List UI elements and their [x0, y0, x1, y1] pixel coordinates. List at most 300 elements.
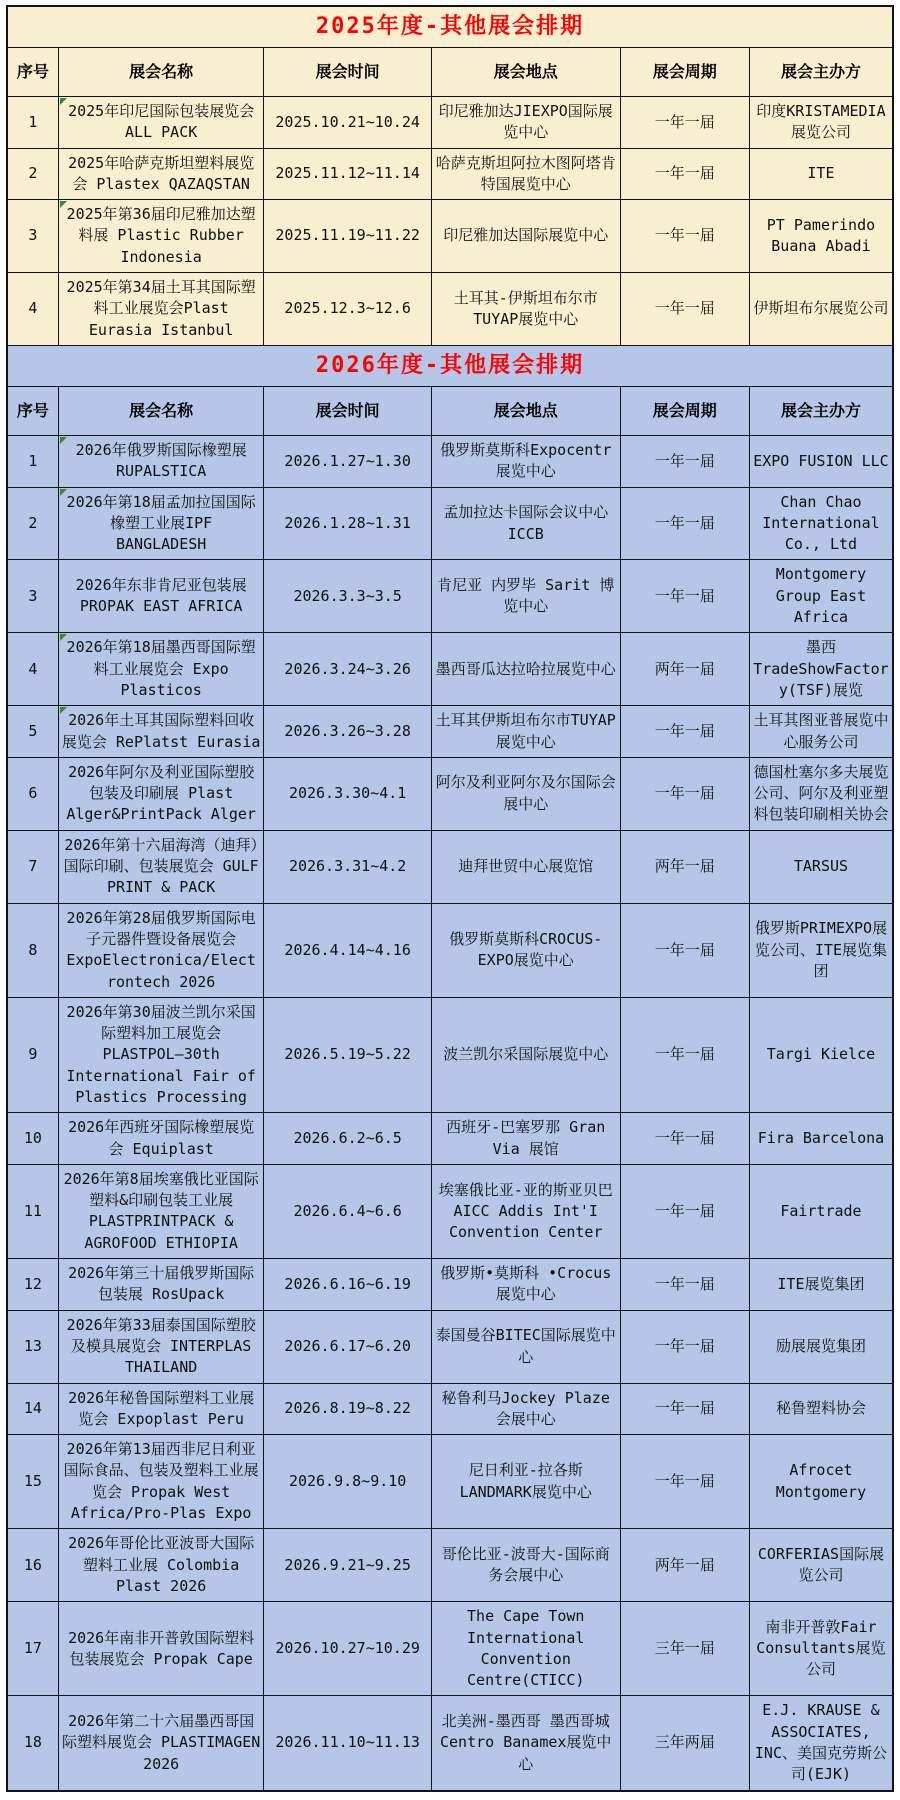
cell-name — [58, 1113, 264, 1165]
cell-name — [58, 997, 264, 1112]
cell-time — [264, 706, 431, 758]
table-row — [7, 1383, 893, 1435]
cell-text: 孟加拉达卡国际会议中心ICCB — [443, 503, 609, 543]
cell-corner-marker-icon — [60, 489, 67, 496]
table-row — [7, 435, 893, 487]
table-row — [7, 1113, 893, 1165]
cell-text: 2026.5.19~5.22 — [284, 1045, 411, 1064]
cell-no — [7, 273, 58, 346]
cell-text: 2026年西班牙国际橡塑展览会 Equiplast — [68, 1118, 255, 1158]
cell-corner-marker-icon — [60, 707, 67, 714]
cell-time — [264, 1310, 431, 1383]
cell-text: 2026年第8届埃塞俄比亚国际塑料&印刷包装工业展 PLASTPRINTPACK & AGROFOOD ETHIOPIA — [63, 1169, 259, 1252]
cell-text: 9 — [28, 1045, 38, 1064]
cell-location — [431, 435, 620, 487]
cell-text: 2026年第18届墨西哥国际塑料工业展览会 Expo Plasticos — [66, 638, 256, 699]
cell-organizer — [749, 997, 893, 1112]
cell-text: 2026年阿尔及利亚国际塑胶包装及印刷展 Plast Alger&PrintPack Alger — [66, 762, 256, 824]
cell-cycle — [620, 1602, 749, 1696]
cell-name — [58, 830, 264, 903]
cell-name — [58, 1310, 264, 1383]
cell-organizer — [749, 1164, 893, 1258]
cell-text: 2026.4.14~4.16 — [284, 940, 411, 959]
cell-text: 2026年东非肯尼亚包装展 PROPAK EAST AFRICA — [75, 576, 247, 616]
column-header-name: 展会名称 — [58, 48, 264, 97]
cell-organizer — [749, 200, 893, 273]
cell-time — [264, 633, 431, 706]
cell-location — [431, 1164, 620, 1258]
cell-time — [264, 487, 431, 560]
cell-time — [264, 1435, 431, 1529]
cell-text: 一年一届 — [654, 451, 715, 470]
cell-organizer — [749, 1602, 893, 1696]
cell-time — [264, 560, 431, 633]
table-row — [7, 1310, 893, 1383]
column-header-time: 展会时间 — [264, 48, 431, 97]
cell-organizer — [749, 1383, 893, 1435]
cell-text: 2026年第十六届海湾（迪拜）国际印刷、包装展览会 GULF PRINT & PACK — [63, 835, 259, 897]
cell-time — [264, 1602, 431, 1696]
cell-text: 10 — [23, 1128, 42, 1147]
cell-text: 2026.6.17~6.20 — [284, 1336, 411, 1355]
column-header-row — [7, 48, 893, 97]
section-title: 2026年度-其他展会排期 — [7, 345, 893, 386]
cell-text: 肯尼亚 内罗毕 Sarit 博览中心 — [437, 576, 615, 616]
cell-organizer — [749, 757, 893, 830]
cell-text: CORFERIAS国际展览公司 — [757, 1544, 885, 1585]
cell-no — [7, 200, 58, 273]
cell-text: 2026.9.8~9.10 — [288, 1472, 407, 1491]
cell-text: 土耳其伊斯坦布尔市TUYAP展览中心 — [435, 711, 616, 751]
cell-text: Fairtrade — [780, 1201, 862, 1220]
cell-text: 迪拜世贸中心展览馆 — [458, 857, 594, 876]
cell-location — [431, 200, 620, 273]
cell-no — [7, 757, 58, 830]
cell-text: 一年一届 — [654, 112, 715, 131]
cell-text: 一年一届 — [654, 1472, 715, 1491]
cell-text: 2026.11.10~11.13 — [275, 1733, 420, 1752]
cell-text: 两年一届 — [654, 1555, 715, 1574]
cell-text: 2026年第30届波兰凯尔采国际塑料加工展览会 PLASTPOL—30th International Fair of Plastics Processing — [66, 1002, 256, 1106]
table-row — [7, 633, 893, 706]
cell-text: 一年一届 — [654, 784, 715, 803]
cell-cycle — [620, 633, 749, 706]
cell-text: 俄罗斯•莫斯科 •Crocus 展览中心 — [440, 1264, 612, 1304]
table-row — [7, 997, 893, 1112]
cell-text: 两年一届 — [654, 857, 715, 876]
cell-corner-marker-icon — [60, 98, 67, 105]
table-row — [7, 903, 893, 997]
table-row — [7, 1529, 893, 1602]
cell-text: TARSUS — [793, 857, 849, 876]
cell-cycle — [620, 757, 749, 830]
column-header-cycle: 展会周期 — [620, 386, 749, 435]
cell-text: 5 — [28, 721, 38, 740]
cell-organizer — [749, 1696, 893, 1791]
cell-text: 2025.11.12~11.14 — [275, 164, 420, 183]
cell-text: 尼日利亚-拉各斯LANDMARK展览中心 — [459, 1461, 592, 1501]
cell-text: 2026年第28届俄罗斯国际电子元器件暨设备展览会ExpoElectronica/Electrontech 2026 — [66, 908, 256, 991]
cell-text: ITE展览集团 — [777, 1274, 865, 1293]
cell-text: PT Pamerindo Buana Abadi — [766, 215, 876, 256]
cell-location — [431, 560, 620, 633]
cell-text: 6 — [28, 784, 38, 803]
cell-organizer — [749, 633, 893, 706]
cell-organizer — [749, 435, 893, 487]
table-body — [7, 6, 893, 1791]
cell-cycle — [620, 1310, 749, 1383]
cell-text: 哥伦比亚-波哥大-国际商务会展中心 — [441, 1544, 610, 1585]
cell-location — [431, 1602, 620, 1696]
cell-name — [58, 1529, 264, 1602]
cell-location — [431, 706, 620, 758]
cell-no — [7, 97, 58, 149]
cell-name — [58, 633, 264, 706]
exhibition-schedule-table — [6, 5, 894, 1792]
cell-text: 2026.1.28~1.31 — [284, 513, 411, 532]
cell-location — [431, 997, 620, 1112]
cell-text: 三年两届 — [654, 1733, 715, 1752]
cell-name — [58, 200, 264, 273]
cell-location — [431, 1310, 620, 1383]
cell-cycle — [620, 903, 749, 997]
cell-no — [7, 487, 58, 560]
cell-cycle — [620, 1529, 749, 1602]
cell-text: 2026年第13届西非尼日利亚国际食品、包装及塑料工业展览会 Propak West Africa/Pro-Plas Expo — [63, 1440, 259, 1523]
cell-no — [7, 1529, 58, 1602]
cell-no — [7, 633, 58, 706]
cell-time — [264, 1164, 431, 1258]
cell-text: 2026.3.31~4.2 — [288, 857, 407, 876]
cell-text: 2026.6.4~6.6 — [293, 1201, 402, 1220]
cell-name — [58, 1435, 264, 1529]
cell-location — [431, 487, 620, 560]
cell-text: 2026年俄罗斯国际橡塑展 RUPALSTICA — [75, 440, 247, 481]
cell-organizer — [749, 148, 893, 200]
cell-text: 2025年印尼国际包装展览会 ALL PACK — [68, 102, 255, 142]
cell-location — [431, 633, 620, 706]
cell-corner-marker-icon — [60, 437, 67, 444]
cell-time — [264, 148, 431, 200]
cell-text: 2026.6.2~6.5 — [293, 1128, 402, 1147]
cell-name — [58, 1602, 264, 1696]
cell-name — [58, 97, 264, 149]
cell-text: 一年一届 — [654, 721, 715, 740]
cell-text: 一年一届 — [654, 1336, 715, 1355]
cell-time — [264, 757, 431, 830]
cell-text: 一年一届 — [654, 226, 715, 245]
table-row — [7, 1602, 893, 1696]
cell-text: 1 — [28, 112, 38, 131]
cell-corner-marker-icon — [60, 201, 67, 208]
cell-location — [431, 97, 620, 149]
cell-time — [264, 1383, 431, 1435]
cell-text: ITE — [807, 164, 835, 183]
cell-no — [7, 560, 58, 633]
cell-text: 2026年秘鲁国际塑料工业展览会 Expoplast Peru — [68, 1388, 255, 1428]
cell-text: 2026年南非开普敦国际塑料包装展览会 Propak Cape — [68, 1628, 255, 1668]
cell-no — [7, 1164, 58, 1258]
column-header-cycle: 展会周期 — [620, 48, 749, 97]
table-row — [7, 97, 893, 149]
cell-cycle — [620, 830, 749, 903]
cell-text: 励展展览集团 — [775, 1336, 866, 1355]
cell-text: 德国杜塞尔多夫展览公司、阿尔及利亚塑料包装印刷相关协会 — [753, 762, 889, 824]
cell-organizer — [749, 97, 893, 149]
cell-cycle — [620, 273, 749, 346]
cell-location — [431, 1696, 620, 1791]
cell-text: Afrocet Montgomery — [775, 1461, 867, 1501]
cell-name — [58, 273, 264, 346]
cell-text: The Cape Town International Convention Centre(CTICC) — [467, 1607, 585, 1690]
table-row — [7, 757, 893, 830]
cell-no — [7, 706, 58, 758]
cell-location — [431, 903, 620, 997]
cell-text: 2026.8.19~8.22 — [284, 1399, 411, 1418]
cell-name — [58, 560, 264, 633]
cell-text: 一年一届 — [654, 513, 715, 532]
cell-text: Targi Kielce — [766, 1045, 876, 1064]
cell-cycle — [620, 200, 749, 273]
cell-cycle — [620, 1696, 749, 1791]
cell-text: 一年一届 — [654, 299, 715, 318]
cell-text: EXPO FUSION LLC — [753, 451, 889, 470]
cell-organizer — [749, 1310, 893, 1383]
cell-no — [7, 148, 58, 200]
cell-no — [7, 1435, 58, 1529]
cell-text: 2026年哥伦比亚波哥大国际塑料工业展 Colombia Plast 2026 — [68, 1534, 255, 1595]
cell-organizer — [749, 1435, 893, 1529]
cell-text: 2026年第三十届俄罗斯国际包装展 RosUpack — [68, 1264, 255, 1304]
cell-text: 3 — [28, 586, 38, 605]
cell-cycle — [620, 435, 749, 487]
cell-organizer — [749, 1113, 893, 1165]
table-row — [7, 1259, 893, 1311]
cell-text: 印尼雅加达JIEXPO国际展览中心 — [438, 102, 613, 142]
cell-text: 印尼雅加达国际展览中心 — [443, 226, 609, 245]
cell-name — [58, 1259, 264, 1311]
cell-text: 一年一届 — [654, 940, 715, 959]
cell-time — [264, 903, 431, 997]
cell-text: 2025.10.21~10.24 — [275, 112, 420, 131]
cell-no — [7, 1602, 58, 1696]
cell-text: 俄罗斯莫斯科Expocentr展览中心 — [440, 440, 612, 481]
cell-text: 俄罗斯PRIMEXPO展览公司、ITE展览集团 — [754, 919, 888, 980]
cell-text: 2025.12.3~12.6 — [284, 299, 411, 318]
section-title-row — [7, 345, 893, 386]
cell-text: 2026.6.16~6.19 — [284, 1274, 411, 1293]
cell-name — [58, 903, 264, 997]
cell-no — [7, 1696, 58, 1791]
cell-text: Montgomery Group East Africa — [775, 565, 867, 627]
cell-location — [431, 273, 620, 346]
cell-location — [431, 830, 620, 903]
cell-organizer — [749, 1529, 893, 1602]
cell-name — [58, 487, 264, 560]
cell-location — [431, 1259, 620, 1311]
cell-text: 18 — [23, 1733, 42, 1752]
cell-name — [58, 1164, 264, 1258]
cell-text: 秘鲁塑料协会 — [775, 1399, 866, 1418]
table-row — [7, 1164, 893, 1258]
cell-text: 一年一届 — [654, 586, 715, 605]
cell-no — [7, 1113, 58, 1165]
cell-text: 13 — [23, 1336, 42, 1355]
cell-name — [58, 1383, 264, 1435]
table-row — [7, 1435, 893, 1529]
cell-text: 俄罗斯莫斯科CROCUS-EXPO展览中心 — [449, 929, 603, 970]
table-row — [7, 830, 893, 903]
cell-cycle — [620, 1383, 749, 1435]
cell-name — [58, 757, 264, 830]
cell-organizer — [749, 706, 893, 758]
cell-text: 2026.3.24~3.26 — [284, 659, 411, 678]
cell-cycle — [620, 560, 749, 633]
table-row — [7, 706, 893, 758]
cell-organizer — [749, 560, 893, 633]
cell-text: Chan Chao International Co., Ltd — [762, 492, 880, 554]
cell-text: 2 — [28, 513, 38, 532]
cell-text: 2026年土耳其国际塑料回收展览会 RePlatst Eurasia — [61, 711, 261, 751]
cell-text: E.J. KRAUSE & ASSOCIATES, INC、美国克劳斯公司(EJK) — [754, 1701, 887, 1784]
table-row — [7, 273, 893, 346]
cell-text: 8 — [28, 940, 38, 959]
cell-name — [58, 1696, 264, 1791]
cell-no — [7, 435, 58, 487]
cell-text: 17 — [23, 1639, 42, 1658]
cell-text: 一年一届 — [654, 1201, 715, 1220]
cell-time — [264, 997, 431, 1112]
cell-text: 15 — [23, 1472, 42, 1491]
column-header-organizer: 展会主办方 — [749, 48, 893, 97]
cell-cycle — [620, 1113, 749, 1165]
cell-text: 4 — [28, 659, 38, 678]
section-title: 2025年度-其他展会排期 — [7, 6, 893, 48]
cell-text: 1 — [28, 451, 38, 470]
cell-time — [264, 97, 431, 149]
cell-text: 2026年第33届泰国国际塑胶及模具展览会 INTERPLAS THAILAND — [66, 1315, 256, 1377]
cell-text: 墨西TradeShowFactory(TSF)展览 — [753, 638, 889, 699]
cell-corner-marker-icon — [60, 634, 67, 641]
cell-location — [431, 1113, 620, 1165]
cell-time — [264, 1529, 431, 1602]
cell-text: 2025.11.19~11.22 — [275, 226, 420, 245]
cell-text: 两年一届 — [654, 659, 715, 678]
cell-text: 北美洲-墨西哥 墨西哥城Centro Banamex展览中心 — [440, 1712, 612, 1773]
column-header-location: 展会地点 — [431, 386, 620, 435]
cell-text: 2026.3.26~3.28 — [284, 721, 411, 740]
table-row — [7, 200, 893, 273]
cell-location — [431, 148, 620, 200]
cell-text: Fira Barcelona — [757, 1128, 885, 1147]
cell-text: 2026.9.21~9.25 — [284, 1555, 411, 1574]
cell-text: 2026年第二十六届墨西哥国际塑料展览会 PLASTIMAGEN 2026 — [61, 1712, 261, 1773]
cell-text: 一年一届 — [654, 1128, 715, 1147]
cell-text: 墨西哥瓜达拉哈拉展览中心 — [435, 659, 616, 678]
cell-name — [58, 706, 264, 758]
cell-text: 7 — [28, 857, 38, 876]
cell-time — [264, 830, 431, 903]
column-header-location: 展会地点 — [431, 48, 620, 97]
cell-no — [7, 830, 58, 903]
cell-text: 2026.3.3~3.5 — [293, 586, 402, 605]
cell-time — [264, 1696, 431, 1791]
cell-text: 伊斯坦布尔展览公司 — [753, 299, 889, 318]
cell-time — [264, 273, 431, 346]
cell-time — [264, 1113, 431, 1165]
cell-text: 2 — [28, 164, 38, 183]
cell-text: 一年一届 — [654, 1045, 715, 1064]
cell-text: 2026年第18届孟加拉国国际橡塑工业展IPF BANGLADESH — [66, 492, 256, 554]
cell-organizer — [749, 903, 893, 997]
cell-cycle — [620, 1164, 749, 1258]
cell-cycle — [620, 487, 749, 560]
cell-location — [431, 1435, 620, 1529]
cell-organizer — [749, 487, 893, 560]
cell-cycle — [620, 148, 749, 200]
cell-text: 一年一届 — [654, 1399, 715, 1418]
cell-cycle — [620, 706, 749, 758]
cell-text: 一年一届 — [654, 164, 715, 183]
cell-time — [264, 435, 431, 487]
table-row — [7, 487, 893, 560]
cell-organizer — [749, 1259, 893, 1311]
cell-text: 2025年哈萨克斯坦塑料展览会 Plastex QAZAQSTAN — [68, 153, 255, 193]
column-header-name: 展会名称 — [58, 386, 264, 435]
cell-no — [7, 997, 58, 1112]
cell-name — [58, 435, 264, 487]
cell-text: 三年一届 — [654, 1639, 715, 1658]
cell-organizer — [749, 830, 893, 903]
cell-text: 土耳其-伊斯坦布尔市TUYAP展览中心 — [453, 288, 598, 329]
cell-text: 泰国曼谷BITEC国际展览中心 — [435, 1326, 616, 1366]
cell-cycle — [620, 997, 749, 1112]
cell-text: 2026.1.27~1.30 — [284, 451, 411, 470]
cell-location — [431, 757, 620, 830]
cell-text: 秘鲁利马Jockey Plaze 会展中心 — [441, 1388, 610, 1428]
cell-cycle — [620, 1259, 749, 1311]
cell-time — [264, 200, 431, 273]
cell-text: 16 — [23, 1555, 42, 1574]
cell-location — [431, 1529, 620, 1602]
cell-text: 4 — [28, 299, 38, 318]
cell-location — [431, 1383, 620, 1435]
cell-no — [7, 1383, 58, 1435]
cell-text: 阿尔及利亚阿尔及尔国际会展中心 — [435, 773, 616, 813]
table-row — [7, 148, 893, 200]
column-header-no: 序号 — [7, 48, 58, 97]
cell-text: 2026.10.27~10.29 — [275, 1639, 420, 1658]
cell-text: 西班牙-巴塞罗那 Gran Via 展馆 — [446, 1118, 606, 1158]
cell-text: 2025年第36届印尼雅加达塑料展 Plastic Rubber Indonesia — [66, 205, 256, 266]
cell-no — [7, 1259, 58, 1311]
cell-text: 2025年第34届土耳其国际塑料工业展览会Plast Eurasia Istanbul — [66, 278, 256, 339]
cell-name — [58, 148, 264, 200]
cell-text: 14 — [23, 1399, 42, 1418]
cell-text: 一年一届 — [654, 1274, 715, 1293]
column-header-no: 序号 — [7, 386, 58, 435]
cell-text: 12 — [23, 1274, 42, 1293]
cell-time — [264, 1259, 431, 1311]
cell-cycle — [620, 97, 749, 149]
cell-cycle — [620, 1435, 749, 1529]
cell-text: 哈萨克斯坦阿拉木图阿塔肯特国展览中心 — [435, 153, 616, 193]
cell-text: 3 — [28, 226, 38, 245]
column-header-time: 展会时间 — [264, 386, 431, 435]
column-header-organizer: 展会主办方 — [749, 386, 893, 435]
cell-text: 埃塞俄比亚-亚的斯亚贝巴 AICC Addis Int'I Convention Center — [438, 1180, 613, 1242]
table-row — [7, 560, 893, 633]
